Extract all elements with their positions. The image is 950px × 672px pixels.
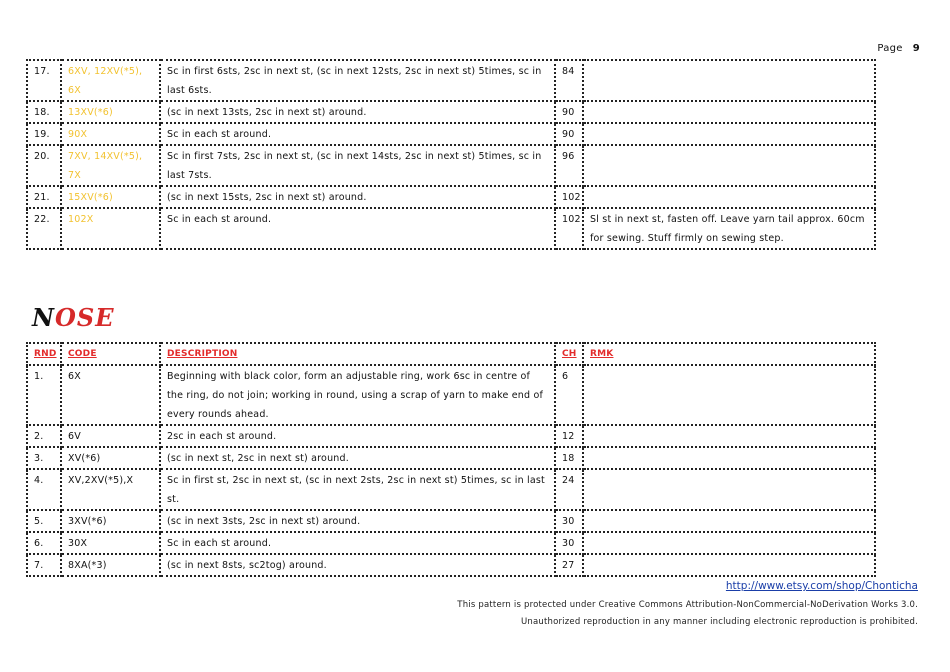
title-letter-e: E (95, 303, 115, 332)
cell-rmk (583, 469, 875, 510)
cell-description: (sc in next 15sts, 2sc in next st) around. (160, 186, 555, 208)
table-row (27, 60, 875, 101)
cell-ch: 6 (555, 365, 583, 425)
rounds-table-continued (26, 59, 876, 250)
cell-description: Sc in first 6sts, 2sc in next st, (sc in next 12sts, 2sc in next st) 5times, sc in last 6sts. (160, 60, 555, 101)
cell-description: Sc in each st around. (160, 123, 555, 145)
cell-rmk (583, 365, 875, 425)
cell-ch: 90 (555, 101, 583, 123)
cell-rmk (583, 447, 875, 469)
table-row (27, 447, 875, 469)
etsy-shop-link[interactable]: http://www.etsy.com/shop/Chonticha (725, 580, 918, 592)
cell-rnd: 3. (27, 447, 61, 469)
title-letter-o: O (54, 303, 77, 332)
cell-description: Sc in first st, 2sc in next st, (sc in next 2sts, 2sc in next st) 5times, sc in last st. (160, 469, 555, 510)
cell-description: (sc in next 13sts, 2sc in next st) around. (160, 101, 555, 123)
cell-ch: 30 (555, 510, 583, 532)
table-row (27, 532, 875, 554)
cell-rnd: 6. (27, 532, 61, 554)
title-letter-n: N (32, 303, 55, 332)
cell-ch: 27 (555, 554, 583, 576)
cell-ch: 96 (555, 145, 583, 186)
cell-description: (sc in next 3sts, 2sc in next st) around. (160, 510, 555, 532)
cell-rnd: 4. (27, 469, 61, 510)
table-row (27, 123, 875, 145)
cell-rmk (583, 145, 875, 186)
table-row (27, 554, 875, 576)
cell-rnd: 21. (27, 186, 61, 208)
cell-rmk (583, 532, 875, 554)
cell-description: Sc in each st around. (160, 208, 555, 249)
table-row (27, 145, 875, 186)
table-row (27, 469, 875, 510)
cell-code: 102X (61, 208, 160, 249)
cell-ch: 102 (555, 208, 583, 249)
header-rmk: RMK (583, 343, 875, 365)
cell-code: 3XV(*6) (61, 510, 160, 532)
cell-ch: 12 (555, 425, 583, 447)
table-row (27, 101, 875, 123)
table-row (27, 510, 875, 532)
cell-code: 6V (61, 425, 160, 447)
cell-code: 6XV, 12XV(*5), 6X (61, 60, 160, 101)
cell-code: XV,2XV(*5),X (61, 469, 160, 510)
cell-description: Beginning with black color, form an adjustable ring, work 6sc in centre of the ring, do not join; working in round, using a scrap of yarn to make end of every rounds ahead. (160, 365, 555, 425)
cell-description: (sc in next st, 2sc in next st) around. (160, 447, 555, 469)
cell-ch: 30 (555, 532, 583, 554)
cell-ch: 24 (555, 469, 583, 510)
cell-rmk (583, 186, 875, 208)
cell-ch: 90 (555, 123, 583, 145)
cell-rmk (583, 554, 875, 576)
cell-rmk (583, 425, 875, 447)
title-letter-s: S (76, 303, 96, 332)
cell-rmk: Sl st in next st, fasten off. Leave yarn tail approx. 60cm for sewing. Stuff firmly on sewing step. (583, 208, 875, 249)
cell-rmk (583, 123, 875, 145)
cell-rmk (583, 101, 875, 123)
license-notice: This pattern is protected under Creative Commons Attribution-NonCommercial-NoDerivation Works 3.0. (457, 600, 918, 610)
cell-ch: 18 (555, 447, 583, 469)
cell-description: (sc in next 8sts, sc2tog) around. (160, 554, 555, 576)
cell-rnd: 2. (27, 425, 61, 447)
cell-ch: 84 (555, 60, 583, 101)
cell-description: Sc in each st around. (160, 532, 555, 554)
table-row (27, 186, 875, 208)
header-ch: CH (555, 343, 583, 365)
table-row (27, 208, 875, 249)
header-rnd: RND (27, 343, 61, 365)
cell-rnd: 17. (27, 60, 61, 101)
page-number-value: 9 (912, 43, 920, 54)
cell-code: 8XA(*3) (61, 554, 160, 576)
cell-rnd: 18. (27, 101, 61, 123)
reproduction-notice: Unauthorized reproduction in any manner including electronic reproduction is prohibited. (520, 617, 918, 627)
page-number (877, 43, 920, 54)
table-header-row (27, 343, 875, 365)
cell-rnd: 22. (27, 208, 61, 249)
table-row (27, 425, 875, 447)
cell-code: 90X (61, 123, 160, 145)
cell-ch: 102 (555, 186, 583, 208)
nose-section-title (32, 303, 114, 332)
page-label-text: Page (877, 43, 903, 54)
cell-rmk (583, 510, 875, 532)
cell-rmk (583, 60, 875, 101)
cell-rnd: 19. (27, 123, 61, 145)
cell-rnd: 20. (27, 145, 61, 186)
header-code: CODE (61, 343, 160, 365)
cell-code: 30X (61, 532, 160, 554)
cell-rnd: 1. (27, 365, 61, 425)
cell-code: 6X (61, 365, 160, 425)
cell-code: 15XV(*6) (61, 186, 160, 208)
cell-rnd: 5. (27, 510, 61, 532)
header-description: DESCRIPTION (160, 343, 555, 365)
cell-description: Sc in first 7sts, 2sc in next st, (sc in next 14sts, 2sc in next st) 5times, sc in last 7sts. (160, 145, 555, 186)
cell-code: XV(*6) (61, 447, 160, 469)
cell-rnd: 7. (27, 554, 61, 576)
nose-rounds-table (26, 342, 876, 577)
cell-code: 13XV(*6) (61, 101, 160, 123)
cell-code: 7XV, 14XV(*5), 7X (61, 145, 160, 186)
table-row (27, 365, 875, 425)
cell-description: 2sc in each st around. (160, 425, 555, 447)
